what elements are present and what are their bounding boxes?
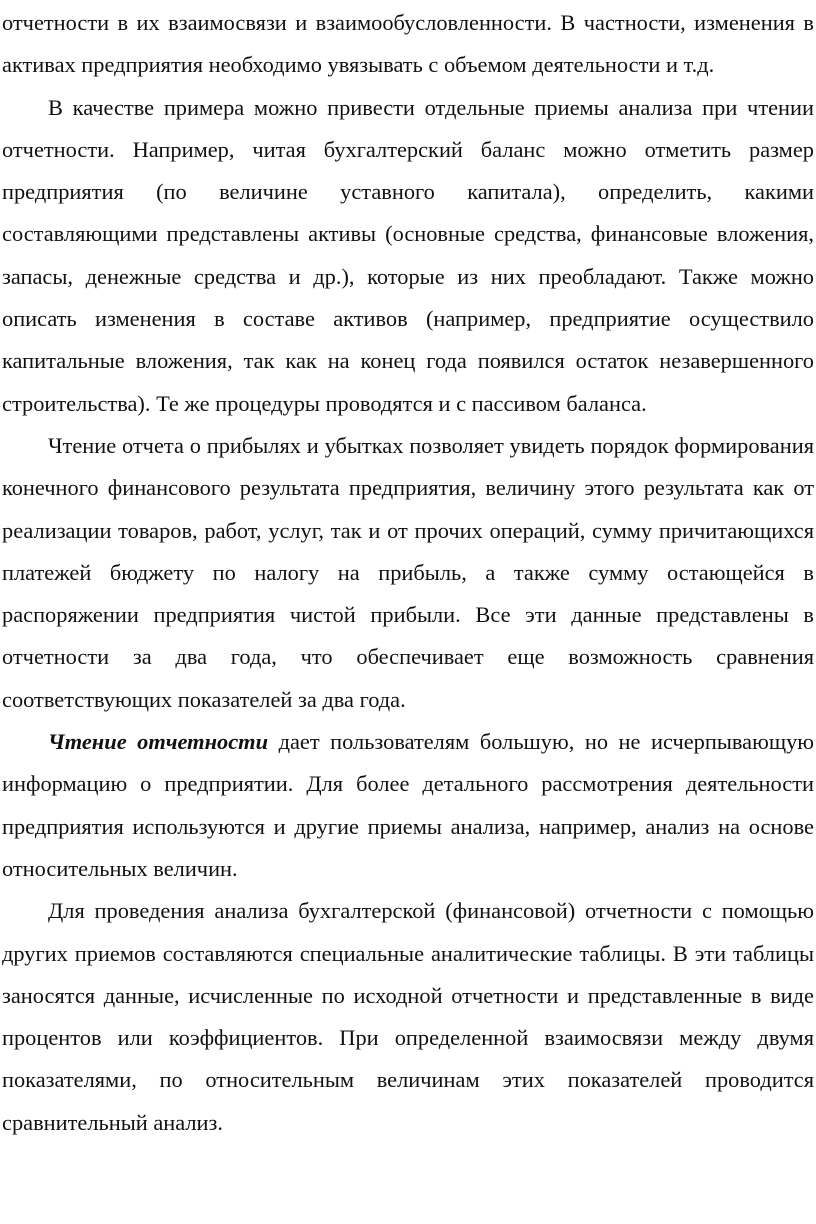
paragraph-reading-reports xyxy=(2,721,814,890)
paragraph-text: отчетности в их взаимосвязи и взаимообусловленности. В частности, изменения в активах предприятия необходимо увязывать с объемом деятельности и т.д. xyxy=(2,10,814,78)
paragraph-reading-balance-sheet xyxy=(2,87,814,425)
paragraph-analytical-tables xyxy=(2,890,814,1144)
paragraph-text: В качестве примера можно привести отдельные приемы анализа при чтении отчетности. Например, читая бухгалтерский баланс можно отметить размер предприятия (по величине уставного капитала), определить, какими составляющими представлены активы (основные средства, финансовые вложения, запасы, денежные средства и др.), которые из них преобладают. Также можно описать изменения в составе активов (например, предприятие осуществило капитальные вложения, так как на конец года появился остаток незавершенного строительства). Те же процедуры проводятся и с пассивом баланса. xyxy=(2,94,814,416)
emphasized-term: Чтение отчетности xyxy=(48,729,269,755)
paragraph-text: Для проведения анализа бухгалтерской (финансовой) отчетности с помощью других приемов составляются специальные аналитические таблицы. В эти таблицы заносятся данные, исчисленные по исходной отчетности и представленные в виде процентов или коэффициентов. При определенной взаимосвязи между двумя показателями, по относительным величинам этих показателей проводится сравнительный анализ. xyxy=(2,898,814,1135)
paragraph-text: дает пользователям большую, но не исчерпывающую информацию о предприятии. Для более детального рассмотрения деятельности предприятия используются и другие приемы анализа, например, анализ на основе относительных величин. xyxy=(2,729,814,881)
paragraph-profit-loss-report xyxy=(2,425,814,721)
paragraph-continuation xyxy=(2,2,814,87)
paragraph-text: Чтение отчета о прибылях и убытках позволяет увидеть порядок формирования конечного финансового результата предприятия, величину этого результата как от реализации товаров, работ, услуг, так и от прочих операций, сумму причитающихся платежей бюджету по налогу на прибыль, а также сумму остающейся в распоряжении предприятия чистой прибыли. Все эти данные представлены в отчетности за два года, что обеспечивает еще возможность сравнения соответствующих показателей за два года. xyxy=(2,432,814,712)
